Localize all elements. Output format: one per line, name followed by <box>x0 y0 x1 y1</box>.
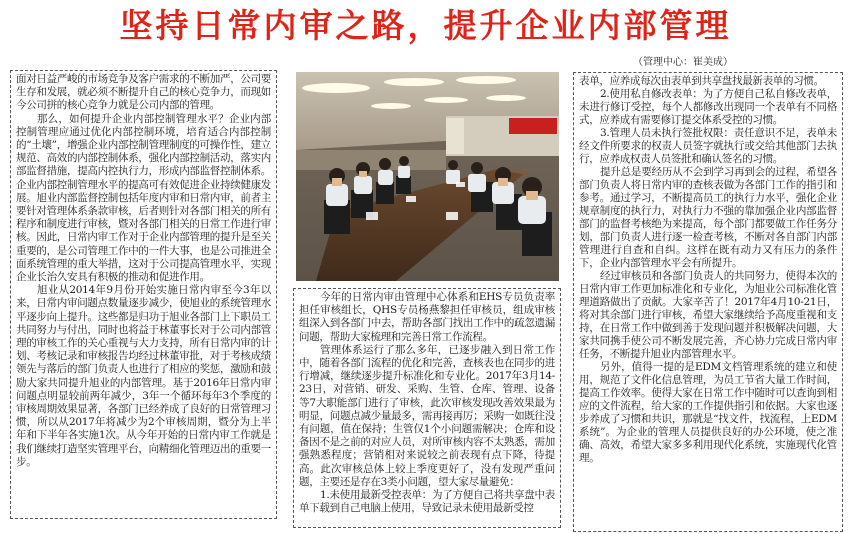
paragraph: 那么，如何提升企业内部控制管理水平？企业内部控制管理应通过优化内部控制环境，培育适合内部控制的“土壤”，增强企业内部控制管理制度的可操作性，建立规范、高效的内部控制体系，强化内部控制活动，落实内部监督措施，提高内控执行力，形成内部监督控制体系。企业内部控制管理水平的提高可有效促进企业持续健康发展。旭业内部监督控制包括年度内审和日常内审，前者主要针对管理体系条款审核，后者则针对各部门相关的所有程序和制度进行审核，暨对各部门相关的日常工作进行审核。因此，日常内审工作对于企业内部管理的提升是至关重要的，是公司管理工作中的一件大事，也是公司推进全面系统管理的重大举措，这对于公司提高管理水平，实现企业长治久安具有积极的推动和促进作用。 <box>16 112 271 284</box>
paragraph: 今年的日常内审由管理中心体系和EHS专员负责率担任审核组长，QHS专员杨燕黎担任审核员，组成审核组深入到各部门中去，帮助各部门找出工作中的疏忽遗漏问题，帮助大家梳理和完善日常工作流程。 <box>299 291 555 343</box>
paragraph: 3.管理人员未执行签批权限：责任意识不足，表单未经文件所要求的权责人员签字就执行或交给其他部门去执行，应养成权责人员签批和确认签名的习惯。 <box>579 127 837 165</box>
paragraph: 面对日益严峻的市场竞争及客户需求的不断加严，公司要生存和发展，就必须不断提升自己的核心竞争力，而现如今公司拼的核心竞争力就是公司内部的管理。 <box>16 73 271 112</box>
paragraph: 1.未使用最新受控表单：为了方便自己将共享盘中表单下载到自己电脑上使用，导致记录未使用最新受控 <box>299 489 555 515</box>
article-headline: 坚持日常内审之路，提升企业内部管理 <box>119 6 732 45</box>
paragraph: 另外，值得一提的是EDM文档管理系统的建立和使用，规范了文件化信息管理，为员工节省大量工作时间，提高工作效率。使得大家在日常工作中随时可以查询到相应的文件流程，给大家的工作提供指引和依据。大家也逐步养成了习惯和共识，那就是“找文件，找流程，上EDM系统”。为企业的管理人员提供良好的办公环境，使之准确、高效，希望大家多多利用现代化系统，实施现代化管理。 <box>579 361 837 464</box>
article-byline: （管理中心：崔美成） <box>633 57 733 68</box>
meeting-photo <box>296 72 559 281</box>
text-column-left <box>10 70 277 519</box>
paragraph: 管理体系运行了那么多年，已逐步融入到日常工作中，随着各部门流程的优化和完善，查核表也在同步的进行增减，继续逐步提升标准化和专业化。2017年3月14-23日，对营销、研发、采购、生管、仓库、管理、设备等7大职能部门进行了审核，此次审核发现改善效果最为明显，问题点减少量最多，需再接再厉；采购一如既往没有问题，值在保持；生管仅1个小问题需解决；仓库和设备因不是之前的对应人员，对所审核内容不太熟悉，需加强熟悉程度；营销相对来说较之前表现有点下降，待提高。此次审核总体上较上季度更好了，没有发现严重问题，主要还是存在3类小问题，望大家尽量避免： <box>299 343 555 488</box>
paragraph: 提升总是要经历从不会到学习再到会的过程，希望各部门负责人将日常内审的查核表做为各部门工作的指引和参考。通过学习，不断提高员工的执行力水平，强化企业规章制度的执行力，对执行力不强的靠加强企业内部监督部门的监督考核绝为来提高，每个部门都要做工作任务分划，部门负责人进行逐一检查考核，不断对各自部门内部管理进行自查和自纠。这样在既有动力又有压力的条件下，企业内部管理水平会有所提升。 <box>579 166 837 269</box>
paragraph: 经过审核员和各部门负责人的共同努力，使得本次的日常内审工作更加标准化和专业化，为旭业公司标准化管理道路做出了贡献。大家辛苦了！2017年4月10-21日，将对其余部门进行审核，希望大家继续给予高度重视和支持，在日常工作中做到善于发现问题并积极解决问题，大家共同携手使公司不断发展完善，齐心协力完成日常内审任务，不断提升旭业内部管理水平。 <box>579 270 837 360</box>
paragraph: 2.使用私自修改表单：为了方便自己私自修改表单，未进行修订受控，每个人都修改出现同一个表单有不同格式，应养成有需要修订提交体系受控的习惯。 <box>579 88 837 126</box>
paragraph: 旭业从2014年9月份开始实施日常内审至今3年以来，日常内审问题点数量逐步减少，使旭业的系统管理水平逐步向上提升。这些都是归功于旭业各部门上下职员工共同努力与付出，同时也将益于林董事长对于公司内部管理的审核工作的关心重视与大力支持，所有日常内审的计划、考核记录和审核报告均经过林董审批，对于考核成绩领先与落后的部门负责人也进行了相应的奖惩，激励和鼓励大家共同提升旭业的内部管理。基于2016年日常内审问题点明显较前两年减少，3年一个循环每年3个季度的审核周期效果显著，各部门已经养成了良好的日常管理习惯，所以从2017年将减少为2个审核周期，暨分为上半年和下半年各实施1次。从今年开始的日常内审工作就是我们继续打造坚实管理平台，向精细化管理迈出的重要一步。 <box>16 284 271 468</box>
paragraph: 表单，应养成每次由表单到共享盘找最新表单的习惯。 <box>579 75 824 87</box>
text-column-middle <box>293 288 561 528</box>
meeting-room-image <box>296 72 559 281</box>
text-column-right <box>573 72 843 532</box>
